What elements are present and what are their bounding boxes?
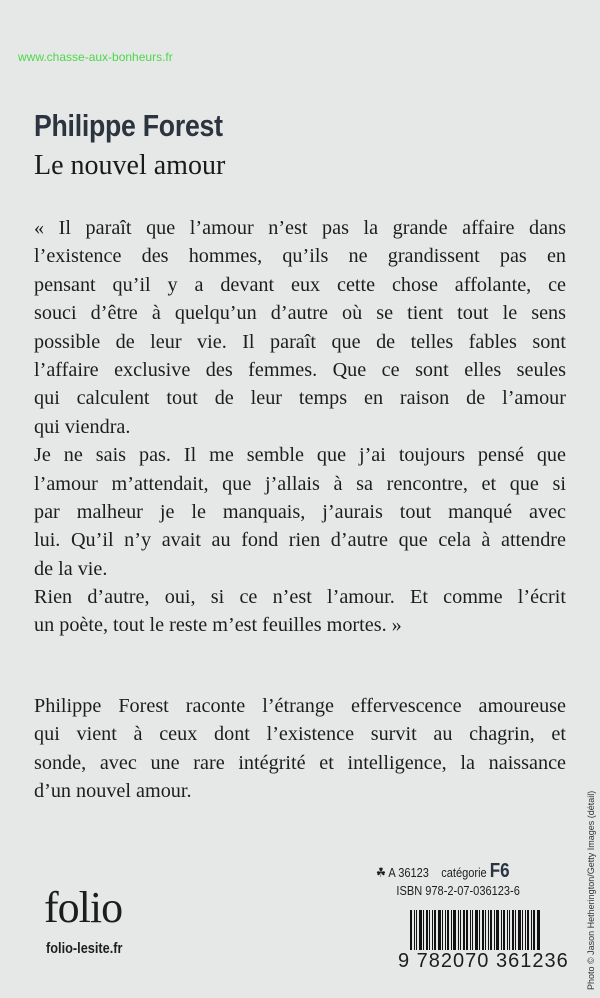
quote-excerpt — [34, 214, 566, 640]
isbn: ISBN 978-2-07-036123-6 — [396, 883, 520, 898]
text-line: lui. Qu’il n’y avait au fond rien d’autre que cela à attendre — [34, 529, 566, 552]
folio-symbol-icon: ☘ — [376, 865, 386, 880]
text-line: Rien d’autre, oui, si ce n’est l’amour. Et comme l’écrit — [34, 586, 566, 609]
photo-credit: Photo © Jason Hetherington/Getty Images (détail) — [586, 790, 596, 990]
text-line: par malheur je le manquais, j’aurais tout manqué avec — [34, 500, 566, 523]
text-line: qui vient à ceux dont l’existence survit au chagrin, et — [34, 723, 566, 746]
text-line: pensant qu’il y a devant eux cette chose affolante, ce — [34, 273, 566, 296]
text-line: l’existence des hommes, qu’ils ne grandissent pas en — [34, 245, 566, 268]
barcode-number: 9 782070 361236 — [398, 950, 569, 972]
text-line: sonde, avec une rare intégrité et intelligence, la naissance — [34, 751, 566, 774]
category: F6 — [489, 860, 510, 882]
text-line: un poète, tout le reste m’est feuilles mortes. » — [34, 614, 402, 637]
text-line: d’un nouvel amour. — [34, 780, 192, 803]
text-line: de la vie. — [34, 557, 108, 580]
text-line: qui viendra. — [34, 415, 131, 438]
code: A 36123 — [388, 865, 429, 880]
book-title: Le nouvel amour — [34, 150, 226, 181]
codes-block — [376, 860, 572, 898]
category-label: catégorie — [441, 865, 487, 880]
text-line: l’affaire exclusive des femmes. Que ce sont elles seules — [34, 358, 566, 381]
text-line: qui calculent tout de leur temps en raison de l’amour — [34, 387, 566, 410]
text-line: l’amour m’attendait, que j’allais à sa rencontre, et que si — [34, 472, 566, 495]
text-line: souci d’être à quelqu’un d’autre où se tient tout le sens — [34, 302, 566, 325]
author-name: Philippe Forest — [34, 108, 223, 143]
publisher-logo: folio — [44, 883, 123, 932]
text-line: Philippe Forest raconte l’étrange effervescence amoureuse — [34, 695, 566, 717]
publisher-site: folio-lesite.fr — [46, 940, 123, 957]
text-line: Je ne sais pas. Il me semble que j’ai toujours pensé que — [34, 444, 566, 467]
text-line: « Il paraît que l’amour n’est pas la grande affaire dans — [34, 217, 566, 239]
watermark-url: www.chasse-aux-bonheurs.fr — [18, 50, 173, 64]
blurb — [34, 692, 566, 806]
text-line: possible de leur vie. Il paraît que de telles fables sont — [34, 330, 566, 353]
